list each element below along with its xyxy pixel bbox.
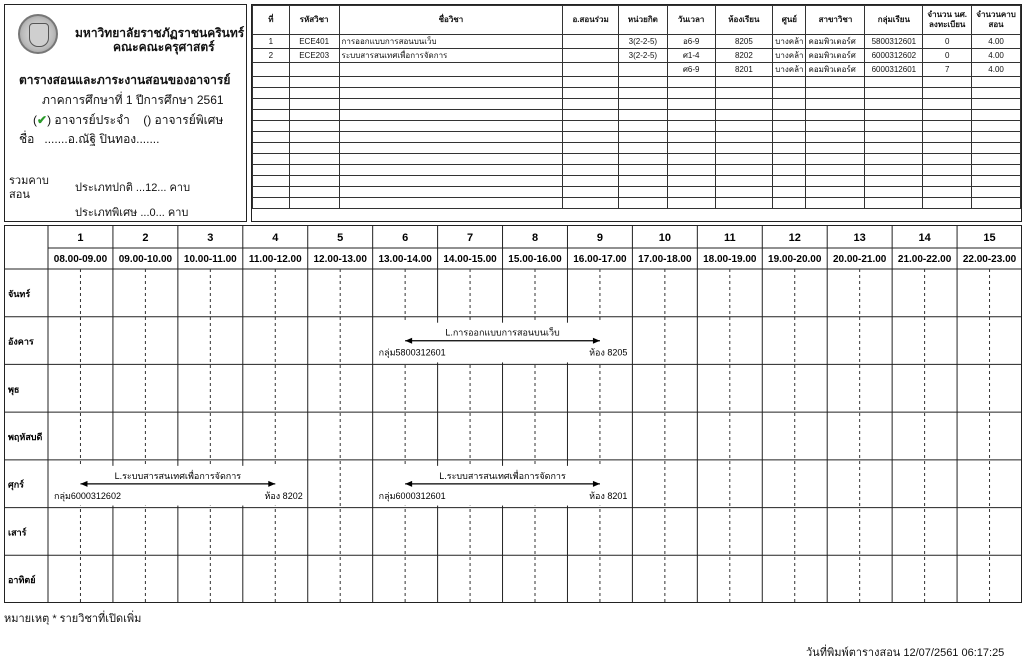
course-cell — [923, 88, 972, 99]
course-cell — [773, 132, 806, 143]
course-cell — [972, 176, 1021, 187]
course-cell — [972, 132, 1021, 143]
course-cell — [972, 77, 1021, 88]
course-cell — [806, 110, 865, 121]
course-cell — [339, 154, 563, 165]
course-cell: บางคล้า — [773, 63, 806, 77]
course-cell — [618, 77, 667, 88]
course-cell — [972, 99, 1021, 110]
period-time: 17.00-18.00 — [638, 254, 692, 265]
course-cell — [253, 132, 290, 143]
day-label: เสาร์ — [8, 527, 27, 538]
class-room-label: ห้อง 8205 — [589, 347, 628, 358]
course-cell — [563, 165, 619, 176]
course-cell — [563, 176, 619, 187]
course-cell — [806, 121, 865, 132]
course-cell: 4.00 — [972, 35, 1021, 49]
course-cell — [253, 143, 290, 154]
course-cell — [618, 176, 667, 187]
report-title: ตารางสอนและภาระงานสอนของอาจารย์ — [19, 73, 231, 87]
option-special: อาจารย์พิเศษ — [154, 113, 224, 127]
period-time: 11.00-12.00 — [248, 254, 302, 265]
course-cell — [667, 143, 715, 154]
period-time: 22.00-23.00 — [962, 254, 1017, 265]
course-header-8: สาขาวิชา — [806, 6, 865, 35]
course-cell: คอมพิวเตอร์ศ — [806, 49, 865, 63]
course-cell — [253, 154, 290, 165]
table-row — [253, 165, 1021, 176]
course-cell: 0 — [923, 35, 972, 49]
period-time: 18.00-19.00 — [703, 254, 757, 265]
course-cell: 3(2-2-5) — [618, 35, 667, 49]
course-cell — [715, 132, 773, 143]
period-time: 09.00-10.00 — [118, 254, 173, 265]
course-cell — [563, 99, 619, 110]
course-cell — [865, 198, 923, 209]
course-cell — [923, 77, 972, 88]
course-cell — [773, 198, 806, 209]
print-date: วันที่พิมพ์ตารางสอน 12/07/2561 06:17:25 — [806, 647, 1005, 659]
table-row — [253, 187, 1021, 198]
course-cell — [563, 198, 619, 209]
course-cell — [972, 88, 1021, 99]
course-header-11: จำนวนคาบสอน — [972, 6, 1021, 35]
course-cell: คอมพิวเตอร์ศ — [806, 35, 865, 49]
course-cell: 3(2-2-5) — [618, 49, 667, 63]
university-seal-icon — [18, 14, 58, 54]
course-cell: ศ6-9 — [667, 63, 715, 77]
course-cell — [563, 35, 619, 49]
course-cell — [865, 143, 923, 154]
course-cell — [289, 77, 339, 88]
period-number: 6 — [402, 232, 409, 244]
course-header-5: วันเวลา — [667, 6, 715, 35]
course-cell — [865, 154, 923, 165]
course-cell — [806, 132, 865, 143]
course-cell — [667, 121, 715, 132]
course-cell — [618, 63, 667, 77]
course-cell — [715, 176, 773, 187]
course-cell — [715, 143, 773, 154]
course-cell — [339, 63, 563, 77]
course-cell — [972, 198, 1021, 209]
course-cell — [563, 132, 619, 143]
course-cell — [667, 88, 715, 99]
period-number: 5 — [337, 232, 344, 244]
period-number: 1 — [77, 232, 84, 244]
total-label-line1: รวมคาบ — [9, 175, 49, 187]
day-label: ศุกร์ — [8, 479, 24, 490]
course-cell: 4.00 — [972, 63, 1021, 77]
course-cell — [667, 110, 715, 121]
table-row — [253, 132, 1021, 143]
course-cell — [923, 143, 972, 154]
course-cell — [715, 198, 773, 209]
period-number: 9 — [596, 232, 603, 244]
course-cell — [923, 165, 972, 176]
table-row — [253, 198, 1021, 209]
course-cell — [773, 187, 806, 198]
course-cell — [865, 77, 923, 88]
day-label: พฤหัสบดี — [8, 432, 43, 442]
course-cell — [253, 165, 290, 176]
course-cell — [806, 154, 865, 165]
course-cell — [667, 77, 715, 88]
course-cell — [289, 198, 339, 209]
course-cell — [339, 88, 563, 99]
course-cell — [667, 165, 715, 176]
course-cell — [972, 110, 1021, 121]
course-cell — [667, 176, 715, 187]
course-cell — [289, 143, 339, 154]
course-cell — [806, 99, 865, 110]
course-cell — [563, 63, 619, 77]
course-cell — [773, 77, 806, 88]
course-cell — [923, 121, 972, 132]
course-cell — [563, 49, 619, 63]
name-label: ชื่อ — [19, 132, 35, 146]
course-cell — [923, 132, 972, 143]
course-cell — [773, 154, 806, 165]
course-cell — [865, 121, 923, 132]
course-cell — [972, 121, 1021, 132]
class-course-label: L.ระบบสารสนเทศเพื่อการจัดการ — [114, 470, 242, 481]
class-group-label: กลุ่ม6000312602 — [54, 490, 121, 501]
table-row — [253, 110, 1021, 121]
course-cell — [339, 132, 563, 143]
course-cell — [773, 121, 806, 132]
course-cell: อ6-9 — [667, 35, 715, 49]
special-hours: ประเภทพิเศษ ...0... คาบ — [75, 207, 189, 219]
period-time: 20.00-21.00 — [832, 254, 887, 265]
course-cell — [806, 176, 865, 187]
table-row — [253, 35, 1021, 49]
course-cell — [289, 99, 339, 110]
university-name: มหาวิทยาลัยราชภัฏราชนครินทร์ — [75, 26, 245, 40]
period-number: 15 — [983, 232, 996, 244]
course-cell — [773, 110, 806, 121]
table-row — [253, 63, 1021, 77]
course-cell — [667, 99, 715, 110]
schedule-frame — [5, 226, 1022, 603]
course-cell: ศ1-4 — [667, 49, 715, 63]
class-room-label: ห้อง 8202 — [264, 490, 303, 501]
day-label: อาทิตย์ — [8, 575, 36, 586]
course-header-4: หน่วยกิต — [618, 6, 667, 35]
course-cell — [865, 132, 923, 143]
period-number: 11 — [723, 232, 736, 244]
course-cell: ECE401 — [289, 35, 339, 49]
course-cell — [618, 99, 667, 110]
course-cell — [865, 176, 923, 187]
course-cell — [289, 132, 339, 143]
course-cell: คอมพิวเตอร์ศ — [806, 63, 865, 77]
course-table — [252, 5, 1021, 209]
course-cell — [253, 99, 290, 110]
course-cell — [618, 110, 667, 121]
course-cell: ECE203 — [289, 49, 339, 63]
teacher-info-panel — [4, 4, 247, 222]
period-time: 15.00-16.00 — [508, 254, 562, 265]
day-label: อังคาร — [8, 336, 34, 347]
period-time: 12.00-13.00 — [313, 254, 367, 265]
course-cell — [618, 154, 667, 165]
period-number: 13 — [853, 232, 866, 244]
course-cell — [253, 77, 290, 88]
course-cell: บางคล้า — [773, 49, 806, 63]
course-cell — [563, 77, 619, 88]
remark-note: หมายเหตุ * รายวิชาที่เปิดเพิ่ม — [4, 613, 142, 625]
class-room-label: ห้อง 8201 — [589, 490, 628, 501]
course-list-panel — [251, 4, 1022, 222]
course-cell — [715, 154, 773, 165]
course-cell — [289, 165, 339, 176]
course-cell — [773, 88, 806, 99]
teacher-name: .......อ.ณัฐิ ปินทอง....... — [44, 132, 160, 146]
course-cell — [972, 154, 1021, 165]
course-cell: 2 — [253, 49, 290, 63]
course-cell — [773, 99, 806, 110]
course-cell — [865, 165, 923, 176]
course-cell: 4.00 — [972, 49, 1021, 63]
course-cell — [289, 88, 339, 99]
period-number: 4 — [272, 232, 279, 244]
regular-hours: ประเภทปกติ ...12... คาบ — [75, 182, 191, 194]
table-row — [253, 49, 1021, 63]
course-header-1: รหัสวิชา — [289, 6, 339, 35]
course-cell — [923, 110, 972, 121]
course-cell — [773, 143, 806, 154]
period-time: 13.00-14.00 — [378, 254, 432, 265]
period-number: 7 — [467, 232, 474, 244]
course-cell: 6000312602 — [865, 49, 923, 63]
course-cell — [806, 165, 865, 176]
course-cell — [972, 165, 1021, 176]
table-row — [253, 176, 1021, 187]
course-header-3: อ.สอนร่วม — [563, 6, 619, 35]
period-number: 10 — [658, 232, 671, 244]
table-row — [253, 154, 1021, 165]
table-row — [253, 121, 1021, 132]
course-cell: 8205 — [715, 35, 773, 49]
course-cell: การออกแบบการสอนบนเว็บ — [339, 35, 563, 49]
period-time: 19.00-20.00 — [768, 254, 822, 265]
course-cell — [339, 121, 563, 132]
total-label-line2: สอน — [9, 189, 30, 201]
course-cell — [339, 143, 563, 154]
course-cell: 5800312601 — [865, 35, 923, 49]
class-course-label: L.ระบบสารสนเทศเพื่อการจัดการ — [439, 470, 566, 481]
period-number: 2 — [142, 232, 149, 244]
course-cell — [618, 143, 667, 154]
course-cell — [339, 165, 563, 176]
course-cell — [715, 121, 773, 132]
course-cell — [865, 99, 923, 110]
course-cell — [806, 198, 865, 209]
course-cell — [923, 198, 972, 209]
course-cell — [339, 77, 563, 88]
course-cell — [563, 88, 619, 99]
day-label: พุธ — [8, 384, 20, 395]
course-cell — [253, 63, 290, 77]
course-cell — [715, 77, 773, 88]
course-cell — [923, 187, 972, 198]
course-cell — [563, 121, 619, 132]
course-cell — [667, 154, 715, 165]
period-time: 16.00-17.00 — [573, 254, 627, 265]
period-time: 14.00-15.00 — [443, 254, 497, 265]
course-cell — [289, 176, 339, 187]
course-cell — [923, 176, 972, 187]
course-header-9: กลุ่มเรียน — [865, 6, 923, 35]
course-cell — [715, 99, 773, 110]
course-cell — [563, 110, 619, 121]
course-cell — [667, 198, 715, 209]
faculty-name: คณะคณะครุศาสตร์ — [113, 40, 215, 54]
course-cell: 8202 — [715, 49, 773, 63]
course-cell — [865, 110, 923, 121]
course-cell — [972, 143, 1021, 154]
course-cell — [618, 132, 667, 143]
course-cell — [339, 176, 563, 187]
course-cell — [289, 63, 339, 77]
teacher-name-row — [19, 130, 159, 149]
course-header-7: ศูนย์ — [773, 6, 806, 35]
course-cell — [618, 187, 667, 198]
course-cell — [972, 187, 1021, 198]
course-cell — [667, 132, 715, 143]
course-cell — [618, 198, 667, 209]
course-cell — [339, 99, 563, 110]
course-cell — [253, 121, 290, 132]
course-cell — [667, 187, 715, 198]
course-header-2: ชื่อวิชา — [339, 6, 563, 35]
course-header-10: จำนวน นศ. ลงทะเบียน — [923, 6, 972, 35]
course-header-0: ที่ — [253, 6, 290, 35]
course-table-header — [253, 6, 1021, 35]
course-cell — [253, 176, 290, 187]
class-course-label: L.การออกแบบการสอนบนเว็บ — [445, 327, 560, 338]
course-cell — [289, 121, 339, 132]
weekly-schedule — [4, 225, 1022, 603]
course-cell — [715, 110, 773, 121]
day-label: จันทร์ — [8, 288, 31, 299]
term-label: ภาคการศึกษาที่ 1 ปีการศึกษา 2561 — [42, 93, 224, 107]
course-cell — [253, 110, 290, 121]
period-number: 12 — [788, 232, 801, 244]
table-row — [253, 88, 1021, 99]
course-cell — [773, 165, 806, 176]
course-cell: 6000312601 — [865, 63, 923, 77]
option-regular: อาจารย์ประจำ — [54, 113, 130, 127]
course-cell — [618, 121, 667, 132]
course-cell — [253, 198, 290, 209]
table-row — [253, 99, 1021, 110]
course-cell — [806, 187, 865, 198]
course-cell: ระบบสารสนเทศเพื่อการจัดการ — [339, 49, 563, 63]
course-cell — [339, 198, 563, 209]
course-cell: 7 — [923, 63, 972, 77]
course-cell: 8201 — [715, 63, 773, 77]
course-cell — [773, 176, 806, 187]
course-cell — [339, 110, 563, 121]
course-cell — [715, 187, 773, 198]
course-cell — [563, 154, 619, 165]
course-cell — [289, 154, 339, 165]
course-cell: 1 — [253, 35, 290, 49]
course-cell: บางคล้า — [773, 35, 806, 49]
course-header-6: ห้องเรียน — [715, 6, 773, 35]
period-time: 10.00-11.00 — [183, 254, 237, 265]
course-cell — [253, 187, 290, 198]
course-cell — [923, 154, 972, 165]
course-cell — [339, 187, 563, 198]
period-number: 8 — [531, 232, 539, 244]
course-cell — [865, 88, 923, 99]
class-group-label: กลุ่ม6000312601 — [378, 490, 446, 501]
course-cell — [289, 110, 339, 121]
course-cell — [715, 88, 773, 99]
period-number: 3 — [207, 232, 214, 244]
period-number: 14 — [918, 232, 931, 244]
teacher-type-row: (✔) อาจารย์ประจำ () อาจารย์พิเศษ — [33, 113, 224, 127]
course-cell — [806, 88, 865, 99]
table-row — [253, 143, 1021, 154]
course-cell — [806, 143, 865, 154]
course-cell — [806, 77, 865, 88]
period-time: 21.00-22.00 — [897, 254, 952, 265]
schedule-grid — [4, 225, 1022, 603]
course-cell — [289, 187, 339, 198]
period-time: 08.00-09.00 — [53, 254, 108, 265]
course-cell — [618, 165, 667, 176]
course-cell — [563, 187, 619, 198]
course-cell — [865, 187, 923, 198]
course-cell — [618, 88, 667, 99]
course-cell — [253, 88, 290, 99]
class-group-label: กลุ่ม5800312601 — [378, 347, 446, 358]
check-icon: ✔ — [37, 113, 48, 127]
course-cell: 0 — [923, 49, 972, 63]
table-row — [253, 77, 1021, 88]
course-cell — [563, 143, 619, 154]
course-cell — [923, 99, 972, 110]
course-cell — [715, 165, 773, 176]
